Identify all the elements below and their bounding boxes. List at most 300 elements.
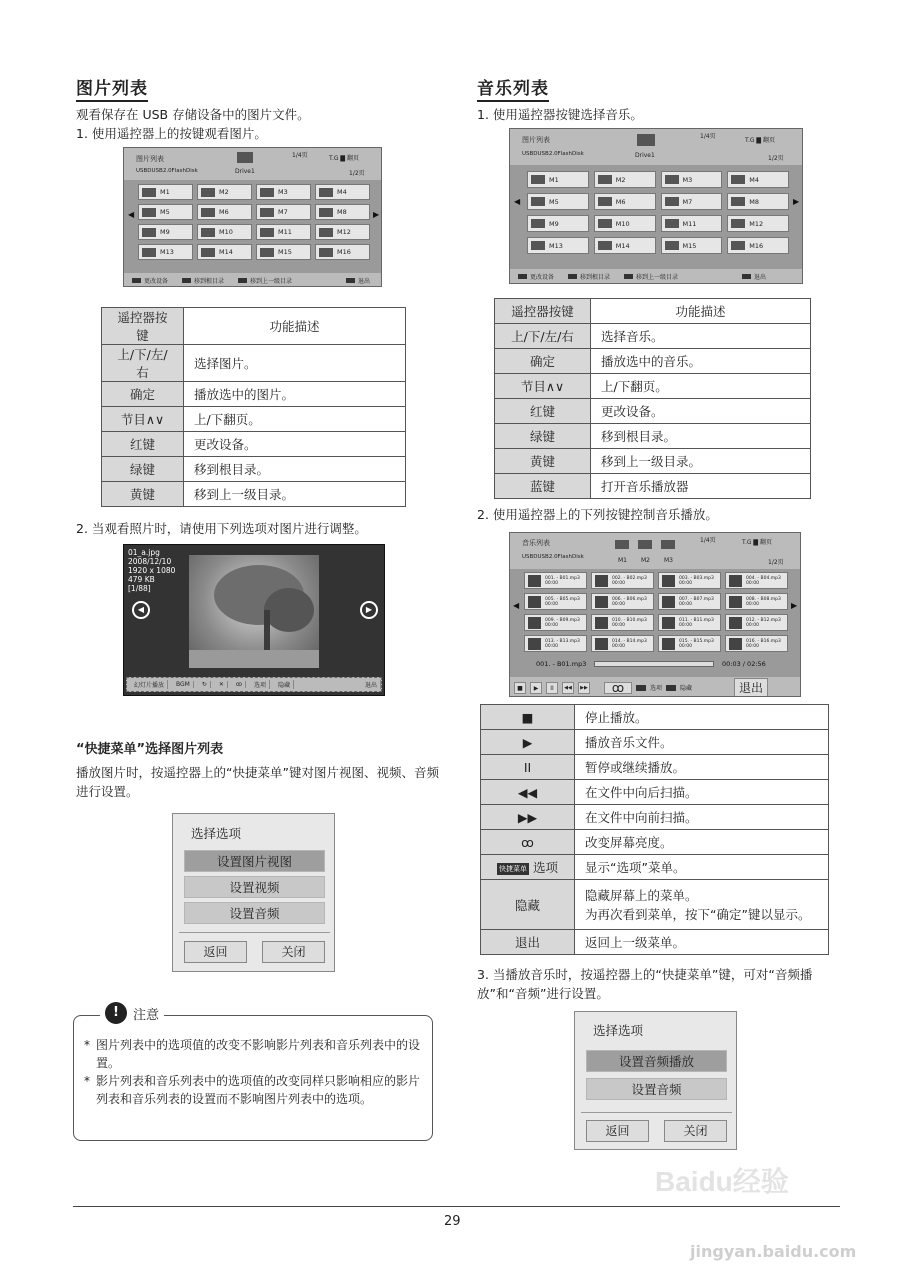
folder-label: M1 — [160, 188, 170, 196]
control-desc-cell — [575, 705, 829, 730]
watermark-url: jingyan.baidu.com — [690, 1242, 857, 1261]
player-control-bar — [510, 677, 801, 697]
desc-cell: 上/下翻页。 — [591, 374, 811, 399]
track-item[interactable] — [524, 635, 587, 652]
folder-label: M3 — [664, 557, 673, 564]
folder-label: M10 — [615, 219, 630, 228]
control-key-label: 选项 — [532, 860, 558, 875]
control-key-label: 隐藏 — [514, 897, 540, 913]
left-arrow-icon[interactable]: ◀ — [128, 210, 135, 219]
right-arrow-icon[interactable]: ▶ — [373, 210, 380, 219]
track-duration: 00:00 — [746, 643, 759, 649]
folder-icon — [661, 540, 675, 549]
folder-label: M1 — [618, 557, 627, 564]
folder-icon — [201, 248, 215, 257]
track-name: 002. - B02.mp3 — [612, 575, 647, 581]
track-item[interactable] — [591, 593, 654, 610]
desc-cell: 移到上一级目录。 — [591, 449, 811, 474]
desc-cell: 选择音乐。 — [591, 324, 811, 349]
photo-filename: 01_a.jpg — [128, 548, 160, 557]
folder-icon — [260, 248, 274, 257]
track-item[interactable] — [725, 635, 788, 652]
music-note-icon — [729, 596, 742, 608]
control-key-cell — [481, 930, 575, 955]
options-label[interactable]: 选项 — [650, 685, 663, 692]
control-key-label: ▶▶ — [517, 809, 538, 825]
track-item[interactable] — [658, 593, 721, 610]
folder-label: M4 — [337, 188, 347, 196]
pause-button[interactable]: II — [546, 682, 558, 694]
audio-option[interactable]: 设置音频 — [184, 902, 325, 924]
table-row — [481, 880, 829, 930]
folder-icon — [598, 219, 612, 228]
track-duration: 00:00 — [545, 601, 558, 607]
desc-cell: 移到上一级目录。 — [184, 482, 406, 507]
parent-dir-hint[interactable]: 移到上一级目录 — [624, 272, 678, 281]
table-header: 遥控器按键 — [102, 308, 184, 345]
key-cell: 红键 — [102, 432, 184, 457]
fast-forward-button[interactable]: ▶▶ — [578, 682, 590, 694]
folder-label: M8 — [749, 197, 759, 206]
folder-icon — [598, 241, 612, 250]
track-item[interactable] — [658, 572, 721, 589]
folder-item[interactable] — [256, 184, 311, 200]
folder-icon — [531, 197, 545, 206]
folder-label: M6 — [615, 197, 626, 206]
photo-control-1[interactable]: BGM — [173, 681, 194, 688]
track-item[interactable] — [725, 614, 788, 631]
folder-item[interactable] — [256, 204, 311, 220]
drive-folder-icon — [637, 134, 655, 146]
folder-label: M14 — [219, 248, 233, 256]
table-row — [481, 780, 829, 805]
table-row — [495, 424, 811, 449]
folder-item[interactable] — [138, 224, 193, 240]
track-item[interactable] — [658, 614, 721, 631]
track-name: 008. - B08.mp3 — [746, 596, 781, 602]
picture-options-menu — [172, 813, 335, 972]
music-note-icon — [595, 638, 608, 650]
control-desc: 返回上一级菜单。 — [585, 934, 686, 950]
key-cell: 绿键 — [495, 424, 591, 449]
note-list — [84, 1036, 424, 1108]
music-step1: 1. 使用遥控器按键选择音乐。 — [477, 107, 643, 122]
player-key-table — [480, 704, 829, 955]
hide-icon — [666, 685, 676, 691]
prev-photo-icon[interactable]: ◀ — [132, 601, 150, 619]
brightness-button[interactable]: ꝏ — [604, 682, 632, 694]
track-item[interactable] — [524, 614, 587, 631]
track-grid — [524, 572, 788, 652]
folder-item[interactable] — [138, 184, 193, 200]
folder-label: M16 — [337, 248, 351, 256]
key-cell: 蓝键 — [495, 474, 591, 499]
track-duration: 00:00 — [746, 580, 759, 586]
pictures-step2: 2. 当观看照片时，请使用下列选项对图片进行调整。 — [76, 521, 367, 536]
music-step3: 3. 当播放音乐时，按遥控器上的“快捷菜单”键，可对“音频播放”和“音频”进行设置。 — [477, 967, 813, 1001]
table-row — [481, 805, 829, 830]
folder-icon — [319, 208, 333, 217]
picture-key-table — [101, 307, 406, 507]
folder-icon — [142, 188, 156, 197]
folder-item[interactable] — [527, 193, 589, 210]
control-key-cell — [481, 830, 575, 855]
desc-cell: 选择图片。 — [184, 345, 406, 382]
photo-control-7[interactable]: 退出 — [362, 680, 381, 689]
track-item[interactable] — [658, 635, 721, 652]
key-cell: 红键 — [495, 399, 591, 424]
folder-label: M2 — [641, 557, 650, 564]
screen-title: 图片列表 — [522, 136, 550, 144]
control-desc: 显示“选项”菜单。 — [585, 859, 686, 875]
screen-header — [510, 129, 802, 165]
folder-label: M15 — [278, 248, 292, 256]
page-indicator: 1/2页 — [768, 559, 784, 566]
folder-icon — [260, 188, 274, 197]
track-name: 010. - B10.mp3 — [612, 617, 647, 623]
control-key-label: ◀◀ — [517, 784, 538, 800]
page-indicator: 1/2页 — [349, 170, 365, 177]
folder-item[interactable] — [594, 215, 656, 232]
page-number: 29 — [444, 1214, 461, 1229]
note-item: * 影片列表和音乐列表中的选项值的改变同样只影响相应的影片列表和音乐列表的设置而不影响图片列表中的选项。 — [84, 1074, 421, 1106]
key-cell: 确定 — [495, 349, 591, 374]
change-device-hint[interactable]: 更改设备 — [132, 276, 168, 285]
track-name: 003. - B03.mp3 — [679, 575, 714, 581]
folder-grid — [138, 184, 370, 260]
photo-resolution: 1920 x 1080 — [128, 566, 176, 575]
photo-image — [189, 555, 319, 668]
folder-item[interactable] — [256, 244, 311, 260]
track-duration: 00:00 — [612, 580, 625, 586]
bullet-icon: * — [84, 1074, 90, 1088]
control-desc-extra: 为再次看到菜单，按下“确定”键以显示。 — [585, 906, 811, 922]
table-row — [495, 324, 811, 349]
folder-item[interactable] — [727, 171, 789, 188]
control-desc: 停止播放。 — [585, 709, 648, 725]
folder-item[interactable] — [138, 204, 193, 220]
root-dir-hint[interactable]: 移到根目录 — [568, 272, 610, 281]
folder-label: M1 — [549, 175, 559, 184]
music-options-menu — [574, 1011, 737, 1150]
key-cell: 黄键 — [495, 449, 591, 474]
folder-icon — [638, 540, 652, 549]
track-item[interactable] — [524, 572, 587, 589]
track-item[interactable] — [591, 635, 654, 652]
menu-title: 选择选项 — [191, 826, 242, 841]
table-row — [481, 930, 829, 955]
rewind-button[interactable]: ◀◀ — [562, 682, 574, 694]
folder-label: M7 — [278, 208, 288, 216]
right-arrow-icon[interactable]: ▶ — [791, 601, 798, 610]
track-name: 014. - B14.mp3 — [612, 638, 647, 644]
folder-item[interactable] — [197, 244, 252, 260]
drive-label: Drive1 — [235, 168, 255, 175]
folder-icon — [142, 208, 156, 217]
folder-icon — [665, 175, 679, 184]
quick-menu-text: 播放图片时，按遥控器上的“快捷菜单”键对图片视图、视频、音频进行设置。 — [76, 765, 439, 799]
folder-item[interactable] — [527, 215, 589, 232]
page-indicator: 1/2页 — [768, 155, 784, 162]
music-note-icon — [528, 575, 541, 587]
folder-item[interactable] — [315, 244, 370, 260]
stop-button[interactable]: ■ — [514, 682, 526, 694]
track-name: 016. - B16.mp3 — [746, 638, 781, 644]
folder-item[interactable] — [138, 244, 193, 260]
table-row — [495, 399, 811, 424]
change-device-hint[interactable]: 更改设备 — [518, 272, 554, 281]
progress-bar[interactable] — [594, 661, 714, 667]
folder-item[interactable] — [727, 215, 789, 232]
folder-label: M6 — [219, 208, 229, 216]
folder-icon — [731, 197, 745, 206]
folder-icon — [665, 197, 679, 206]
photo-control-5[interactable]: 选项 — [251, 680, 270, 689]
track-item[interactable] — [524, 593, 587, 610]
photo-size: 479 KB — [128, 575, 155, 584]
table-row — [102, 407, 406, 432]
exit-hint[interactable]: 退出 — [346, 276, 370, 285]
photo-control-2[interactable]: ↻ — [199, 681, 211, 688]
track-duration: 00:00 — [679, 580, 692, 586]
control-key-cell — [481, 855, 575, 880]
next-photo-icon[interactable]: ▶ — [360, 601, 378, 619]
tree-illustration — [189, 555, 319, 668]
audio-playback-option[interactable]: 设置音频播放 — [586, 1050, 727, 1072]
key-cell: 确定 — [102, 382, 184, 407]
photo-info — [128, 548, 175, 593]
bullet-icon: * — [84, 1038, 90, 1052]
desc-cell: 上/下翻页。 — [184, 407, 406, 432]
folder-label: M11 — [682, 219, 697, 228]
folder-label: M13 — [160, 248, 174, 256]
control-desc: 隐藏屏幕上的菜单。 — [585, 887, 698, 903]
folder-item[interactable] — [661, 237, 723, 254]
track-name: 001. - B01.mp3 — [545, 575, 580, 581]
folder-item[interactable] — [527, 171, 589, 188]
folder-icon — [598, 175, 612, 184]
now-playing-track: 001. - B01.mp3 — [536, 660, 587, 668]
music-heading: 音乐列表 — [477, 74, 549, 102]
photo-date: 2008/12/10 — [128, 557, 172, 566]
control-key-cell — [481, 780, 575, 805]
control-desc: 播放音乐文件。 — [585, 734, 673, 750]
key-cell: 上/下/左/右 — [102, 345, 184, 382]
photo-control-bar — [126, 677, 382, 692]
music-key-table — [494, 298, 811, 499]
folder-icon — [201, 228, 215, 237]
track-duration: 00:00 — [679, 643, 692, 649]
folder-item[interactable] — [256, 224, 311, 240]
folder-item[interactable] — [527, 237, 589, 254]
folder-label: M2 — [219, 188, 229, 196]
track-name: 007. - B07.mp3 — [679, 596, 714, 602]
track-name: 015. - B15.mp3 — [679, 638, 714, 644]
close-button[interactable]: 关闭 — [262, 941, 325, 963]
desc-cell: 更改设备。 — [184, 432, 406, 457]
folder-label: M16 — [749, 241, 764, 250]
note-title: 注意 — [133, 1007, 160, 1023]
desc-cell: 播放选中的图片。 — [184, 382, 406, 407]
folder-label: M7 — [682, 197, 693, 206]
folder-item[interactable] — [315, 224, 370, 240]
watermark-brand: Baidu经验 — [655, 1166, 789, 1197]
track-item[interactable] — [591, 614, 654, 631]
screen-title: 图片列表 — [136, 155, 164, 163]
control-key-label: II — [523, 759, 532, 775]
track-duration: 00:00 — [746, 622, 759, 628]
folder-icon — [319, 248, 333, 257]
close-button[interactable]: 关闭 — [664, 1120, 727, 1142]
right-arrow-icon[interactable]: ▶ — [793, 197, 800, 206]
control-key-label: ꝏ — [521, 834, 534, 850]
control-desc-cell — [575, 730, 829, 755]
folder-item[interactable] — [197, 224, 252, 240]
folder-icon — [201, 188, 215, 197]
music-note-icon — [528, 617, 541, 629]
table-row — [102, 482, 406, 507]
table-header: 遥控器按键 — [495, 299, 591, 324]
quick-menu-icon — [636, 685, 646, 691]
folder-item[interactable] — [661, 193, 723, 210]
photo-control-6[interactable]: 隐藏 — [275, 680, 294, 689]
photo-control-4[interactable]: ꝏ — [233, 681, 246, 688]
video-option[interactable]: 设置视频 — [184, 876, 325, 898]
control-desc-cell — [575, 780, 829, 805]
control-desc: 在文件中向后扫描。 — [585, 784, 698, 800]
back-button[interactable]: 返回 — [586, 1120, 649, 1142]
play-time: 00:03 / 02:56 — [722, 660, 766, 668]
photo-control-3[interactable]: ✕ — [216, 681, 228, 688]
note-item: * 图片列表中的选项值的改变不影响影片列表和音乐列表中的设置。 — [84, 1038, 421, 1070]
table-row — [481, 855, 829, 880]
music-note-icon — [729, 617, 742, 629]
control-desc-cell — [575, 855, 829, 880]
table-row — [495, 474, 811, 499]
quick-menu-heading: “快捷菜单”选择图片列表 — [76, 742, 224, 757]
folder-icon — [260, 228, 274, 237]
table-row — [495, 374, 811, 399]
folder-item[interactable] — [594, 171, 656, 188]
picture-list-screen — [123, 147, 382, 287]
play-button[interactable]: ▶ — [530, 682, 542, 694]
folder-icon — [731, 241, 745, 250]
back-button[interactable]: 返回 — [184, 941, 247, 963]
key-cell: 节目∧∨ — [495, 374, 591, 399]
table-row — [481, 755, 829, 780]
control-key-cell — [481, 880, 575, 930]
folder-item[interactable] — [661, 215, 723, 232]
folder-item[interactable] — [315, 184, 370, 200]
desc-cell: 更改设备。 — [591, 399, 811, 424]
folder-item[interactable] — [727, 193, 789, 210]
music-note-icon — [595, 575, 608, 587]
folder-item[interactable] — [594, 193, 656, 210]
exit-hint[interactable]: 退出 — [742, 272, 766, 281]
folder-label: M2 — [615, 175, 626, 184]
exit-button[interactable]: 退出 — [734, 678, 768, 697]
photo-viewer — [123, 544, 385, 696]
screen-bottom-bar — [510, 269, 802, 283]
folder-label: M10 — [219, 228, 233, 236]
desc-cell: 移到根目录。 — [591, 424, 811, 449]
pictures-intro: 观看保存在 USB 存储设备中的图片文件。 — [76, 107, 310, 122]
folder-label: M9 — [549, 219, 559, 228]
track-name: 011. - B11.mp3 — [679, 617, 714, 623]
track-item[interactable] — [725, 593, 788, 610]
control-key-label: ▶ — [522, 734, 533, 750]
folder-item[interactable] — [315, 204, 370, 220]
audio-option[interactable]: 设置音频 — [586, 1078, 727, 1100]
picture-view-option[interactable]: 设置图片视图 — [184, 850, 325, 872]
left-arrow-icon[interactable]: ◀ — [514, 197, 521, 206]
desc-cell: 打开音乐播放器 — [591, 474, 811, 499]
track-name: 013. - B13.mp3 — [545, 638, 580, 644]
track-item[interactable] — [591, 572, 654, 589]
track-item[interactable] — [725, 572, 788, 589]
key-cell: 绿键 — [102, 457, 184, 482]
folder-icon — [319, 188, 333, 197]
screen-bottom-bar — [124, 273, 381, 287]
track-duration: 00:00 — [612, 622, 625, 628]
control-desc-cell — [575, 930, 829, 955]
folder-label: M15 — [682, 241, 697, 250]
photo-index: [1/88] — [128, 584, 151, 593]
parent-dir-hint[interactable]: 移到上一级目录 — [238, 276, 292, 285]
page-key-hint: T.G ▇ 翻页 — [745, 137, 775, 144]
control-key-cell — [481, 730, 575, 755]
music-note-icon — [729, 638, 742, 650]
track-name: 012. - B12.mp3 — [746, 617, 781, 623]
music-folder-screen — [509, 128, 803, 284]
folder-item[interactable] — [197, 204, 252, 220]
track-name: 009. - B09.mp3 — [545, 617, 580, 623]
table-row — [481, 705, 829, 730]
folder-item[interactable] — [594, 237, 656, 254]
folder-icon — [319, 228, 333, 237]
folder-label: M5 — [549, 197, 559, 206]
music-step2: 2. 使用遥控器上的下列按键控制音乐播放。 — [477, 507, 718, 522]
control-key-cell — [481, 705, 575, 730]
control-desc-cell — [575, 755, 829, 780]
folder-label: M12 — [749, 219, 764, 228]
page-indicator-top: 1/4页 — [292, 152, 308, 159]
folder-grid — [527, 171, 789, 254]
folder-label: M3 — [278, 188, 288, 196]
folder-label: M14 — [615, 241, 630, 250]
control-key-label: ■ — [521, 709, 534, 725]
hide-label[interactable]: 隐藏 — [680, 685, 693, 692]
page-indicator-top: 1/4页 — [700, 537, 716, 544]
folder-icon — [731, 219, 745, 228]
root-dir-hint[interactable]: 移到根目录 — [182, 276, 224, 285]
photo-control-0[interactable]: 幻灯片播放 — [131, 680, 168, 689]
folder-item[interactable] — [197, 184, 252, 200]
music-player-screen — [509, 532, 801, 697]
menu-divider — [179, 932, 330, 933]
folder-item[interactable] — [727, 237, 789, 254]
folder-item[interactable] — [661, 171, 723, 188]
music-note-icon — [729, 575, 742, 587]
track-name: 006. - B06.mp3 — [612, 596, 647, 602]
left-arrow-icon[interactable]: ◀ — [513, 601, 520, 610]
table-row — [102, 382, 406, 407]
page-key-hint: T.G ▇ 翻页 — [329, 155, 359, 162]
note-label — [100, 1002, 164, 1024]
control-desc-cell — [575, 830, 829, 855]
track-duration: 00:00 — [679, 601, 692, 607]
table-row — [495, 349, 811, 374]
